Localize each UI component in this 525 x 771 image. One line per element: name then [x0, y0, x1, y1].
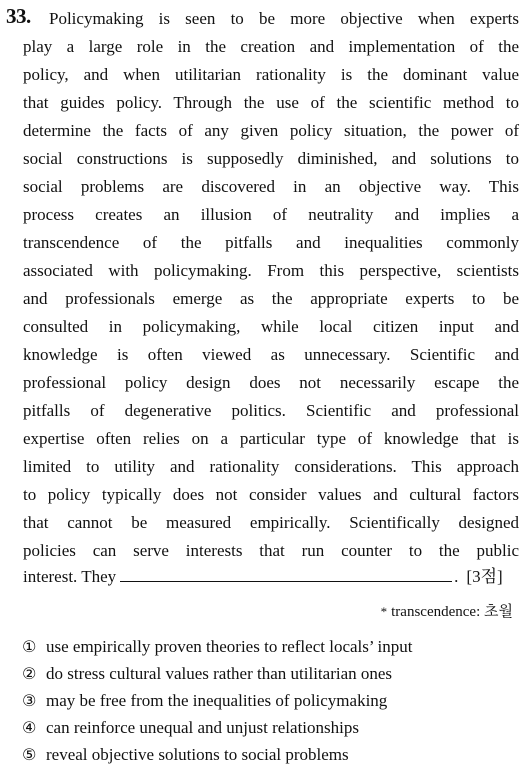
passage-line: play a large role in the creation and implementation of the: [23, 37, 519, 56]
footnote: [381, 600, 513, 621]
last-line-end: .: [454, 567, 459, 586]
answer-blank: [120, 567, 452, 582]
passage-line: policy, and when utilitarian rationality is the dominant value: [23, 65, 519, 84]
question-number: 33.: [6, 4, 31, 28]
passage-line: transcendence of the pitfalls and inequalities commonly: [23, 233, 519, 252]
choice-5[interactable]: [22, 744, 349, 766]
passage-line: pitfalls of degenerative politics. Scientific and professional: [23, 401, 519, 420]
footnote-star: *: [380, 604, 388, 619]
choice-mark: ④: [22, 718, 37, 737]
choice-text: can reinforce unequal and unjust relationships: [46, 718, 359, 737]
passage-line: determine the facts of any given policy situation, the power of: [23, 121, 519, 140]
passage-line: and professionals emerge as the appropriate experts to be: [23, 289, 519, 308]
choice-mark: ①: [22, 637, 37, 656]
choice-4[interactable]: [22, 717, 359, 739]
choice-mark: ③: [22, 691, 37, 710]
passage-line: expertise often relies on a particular type of knowledge that is: [23, 429, 519, 448]
passage-last-line: [23, 566, 519, 588]
choice-1[interactable]: [22, 636, 412, 658]
passage-line: that guides policy. Through the use of the scientific method to: [23, 93, 519, 112]
passage-line: Policymaking is seen to be more objective when experts: [49, 9, 519, 28]
points-label: [3점]: [466, 567, 503, 586]
passage-line: to policy typically does not consider values and cultural factors: [23, 485, 519, 504]
passage-line: process creates an illusion of neutrality and implies a: [23, 205, 519, 224]
passage-line: social constructions is supposedly diminished, and solutions to: [23, 149, 519, 168]
passage-line: associated with policymaking. From this perspective, scientists: [23, 261, 519, 280]
passage-line: that cannot be measured empirically. Scientifically designed: [23, 513, 519, 532]
choice-mark: ②: [22, 664, 37, 683]
passage-line: social problems are discovered in an objective way. This: [23, 177, 519, 196]
choice-2[interactable]: [22, 663, 392, 685]
passage-line: consulted in policymaking, while local citizen input and: [23, 317, 519, 336]
last-line-start: interest. They: [23, 567, 117, 586]
passage-line: knowledge is often viewed as unnecessary. Scientific and: [23, 345, 519, 364]
passage-line: policies can serve interests that run counter to the public: [23, 541, 519, 560]
passage-line: limited to utility and rationality considerations. This approach: [23, 457, 519, 476]
passage-line: professional policy design does not necessarily escape the: [23, 373, 519, 392]
choice-text: reveal objective solutions to social problems: [46, 745, 349, 764]
choice-text: may be free from the inequalities of policymaking: [46, 691, 388, 710]
choice-text: do stress cultural values rather than utilitarian ones: [46, 664, 393, 683]
footnote-text: transcendence: 초월: [391, 604, 513, 620]
choice-mark: ⑤: [22, 745, 37, 764]
choice-text: use empirically proven theories to reflect locals’ input: [46, 637, 413, 656]
choice-3[interactable]: [22, 690, 387, 712]
